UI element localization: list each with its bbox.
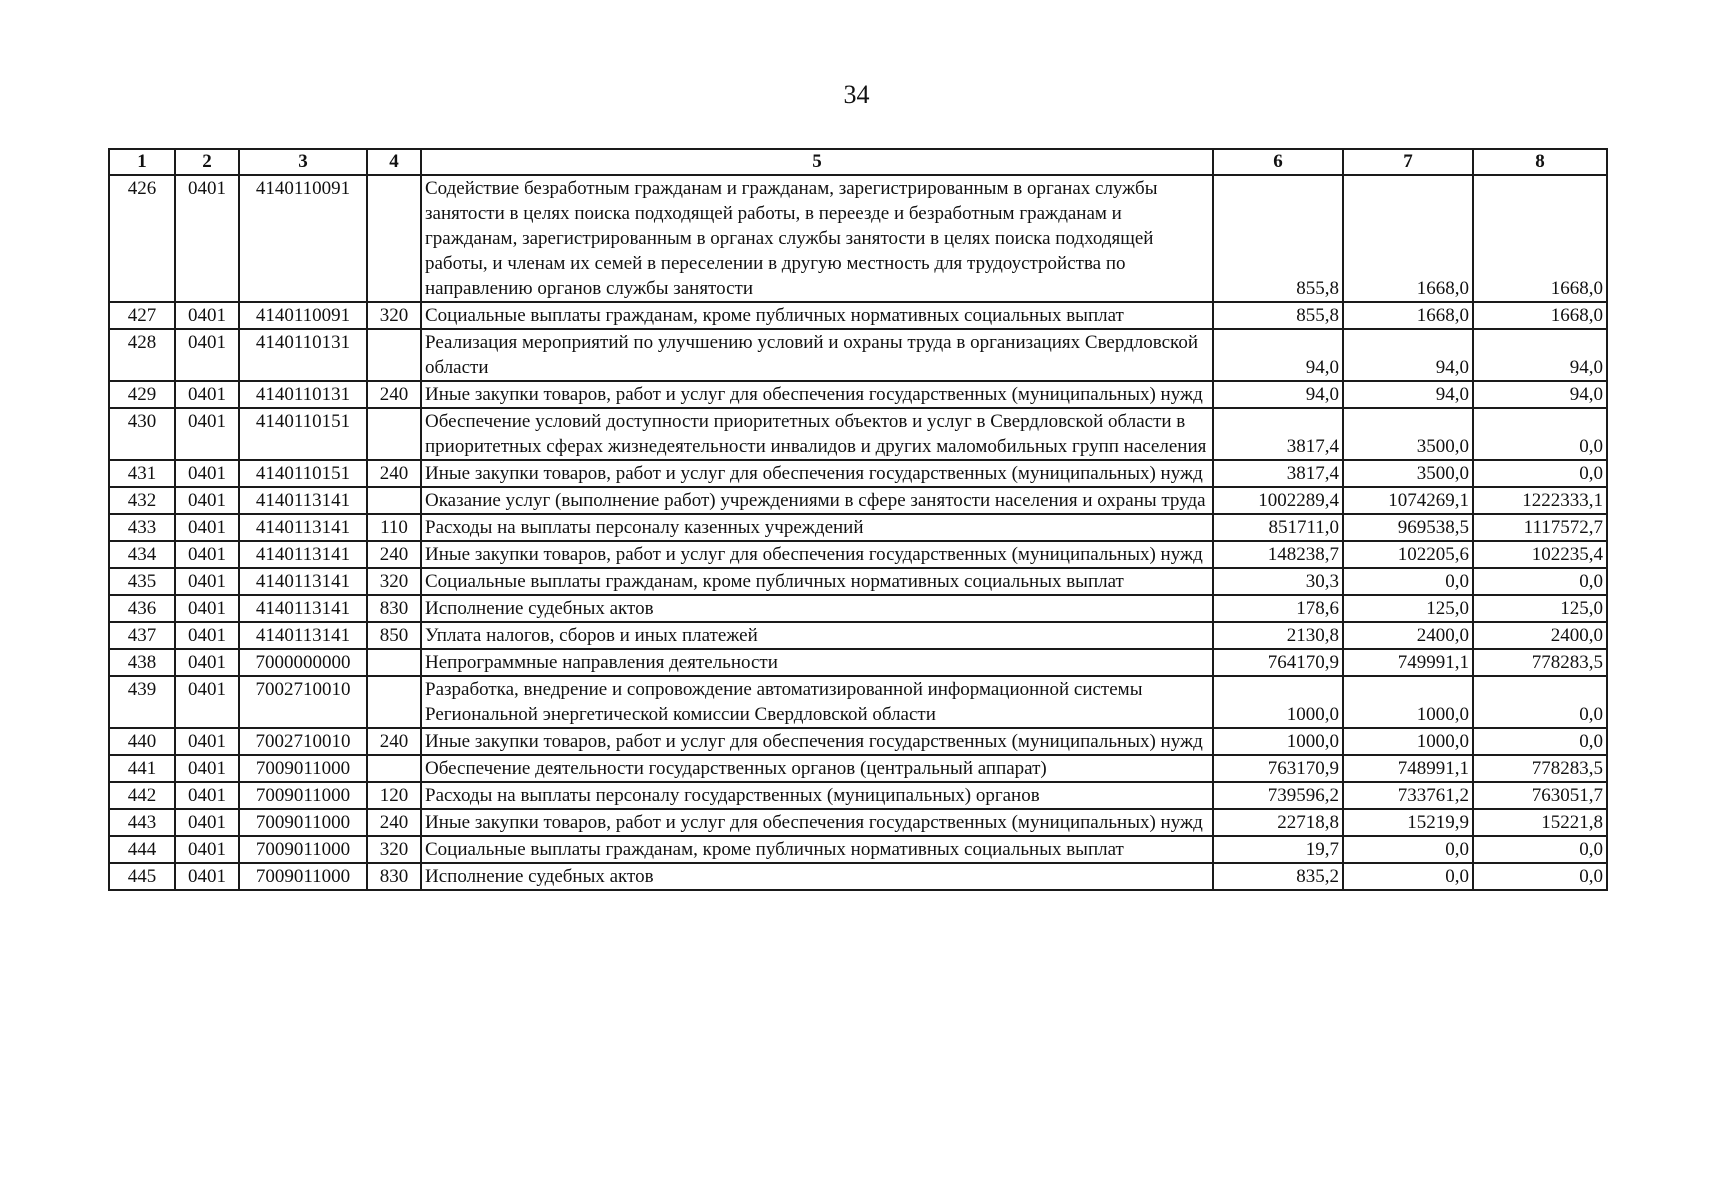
amount-col-6: 835,2 (1213, 863, 1343, 890)
amount-col-7: 3500,0 (1343, 408, 1473, 460)
row-number: 437 (109, 622, 175, 649)
amount-col-6: 3817,4 (1213, 408, 1343, 460)
expense-type (367, 755, 421, 782)
amount-col-7: 969538,5 (1343, 514, 1473, 541)
budget-table (108, 148, 1608, 891)
item-name: Расходы на выплаты персоналу государственных (муниципальных) органов (421, 782, 1213, 809)
amount-col-7: 748991,1 (1343, 755, 1473, 782)
section-code: 0401 (175, 622, 239, 649)
section-code: 0401 (175, 329, 239, 381)
row-number: 442 (109, 782, 175, 809)
table-row (109, 541, 1607, 568)
table-row (109, 302, 1607, 329)
section-code: 0401 (175, 755, 239, 782)
row-number: 439 (109, 676, 175, 728)
target-code: 7000000000 (239, 649, 367, 676)
section-code: 0401 (175, 514, 239, 541)
table-row (109, 649, 1607, 676)
section-code: 0401 (175, 676, 239, 728)
target-code: 4140110091 (239, 302, 367, 329)
header-cell-4: 4 (367, 149, 421, 175)
amount-col-7: 0,0 (1343, 863, 1473, 890)
section-code: 0401 (175, 836, 239, 863)
row-number: 434 (109, 541, 175, 568)
amount-col-8: 2400,0 (1473, 622, 1607, 649)
table-row (109, 408, 1607, 460)
expense-type: 320 (367, 568, 421, 595)
amount-col-6: 94,0 (1213, 381, 1343, 408)
header-cell-5: 5 (421, 149, 1213, 175)
amount-col-8: 125,0 (1473, 595, 1607, 622)
expense-type (367, 329, 421, 381)
row-number: 426 (109, 175, 175, 302)
row-number: 435 (109, 568, 175, 595)
expense-type: 240 (367, 541, 421, 568)
expense-type: 830 (367, 595, 421, 622)
header-cell-3: 3 (239, 149, 367, 175)
amount-col-8: 763051,7 (1473, 782, 1607, 809)
amount-col-8: 0,0 (1473, 460, 1607, 487)
amount-col-7: 1000,0 (1343, 728, 1473, 755)
target-code: 4140113141 (239, 541, 367, 568)
amount-col-6: 855,8 (1213, 175, 1343, 302)
row-number: 445 (109, 863, 175, 890)
header-cell-6: 6 (1213, 149, 1343, 175)
target-code: 7009011000 (239, 836, 367, 863)
item-name: Исполнение судебных актов (421, 595, 1213, 622)
table-row (109, 622, 1607, 649)
expense-type (367, 408, 421, 460)
expense-type: 240 (367, 728, 421, 755)
header-row (109, 149, 1607, 175)
amount-col-8: 1222333,1 (1473, 487, 1607, 514)
target-code: 4140110091 (239, 175, 367, 302)
item-name: Социальные выплаты гражданам, кроме публичных нормативных социальных выплат (421, 568, 1213, 595)
amount-col-8: 0,0 (1473, 568, 1607, 595)
target-code: 4140110131 (239, 381, 367, 408)
amount-col-7: 2400,0 (1343, 622, 1473, 649)
amount-col-8: 778283,5 (1473, 649, 1607, 676)
amount-col-6: 764170,9 (1213, 649, 1343, 676)
target-code: 4140113141 (239, 487, 367, 514)
amount-col-7: 1668,0 (1343, 302, 1473, 329)
table-row (109, 487, 1607, 514)
item-name: Обеспечение деятельности государственных органов (центральный аппарат) (421, 755, 1213, 782)
expense-type: 240 (367, 809, 421, 836)
expense-type: 120 (367, 782, 421, 809)
amount-col-8: 1668,0 (1473, 302, 1607, 329)
amount-col-6: 94,0 (1213, 329, 1343, 381)
item-name: Разработка, внедрение и сопровождение автоматизированной информационной системы Региональной энергетической комиссии Свердловской области (421, 676, 1213, 728)
item-name: Иные закупки товаров, работ и услуг для обеспечения государственных (муниципальных) нужд (421, 460, 1213, 487)
row-number: 433 (109, 514, 175, 541)
section-code: 0401 (175, 175, 239, 302)
row-number: 444 (109, 836, 175, 863)
amount-col-8: 0,0 (1473, 408, 1607, 460)
expense-type (367, 649, 421, 676)
amount-col-8: 94,0 (1473, 381, 1607, 408)
section-code: 0401 (175, 595, 239, 622)
section-code: 0401 (175, 487, 239, 514)
item-name: Обеспечение условий доступности приоритетных объектов и услуг в Свердловской области в приоритетных сферах жизнедеятельности инвалидов и других маломобильных групп населения (421, 408, 1213, 460)
amount-col-7: 94,0 (1343, 329, 1473, 381)
amount-col-6: 2130,8 (1213, 622, 1343, 649)
amount-col-6: 851711,0 (1213, 514, 1343, 541)
section-code: 0401 (175, 728, 239, 755)
amount-col-6: 30,3 (1213, 568, 1343, 595)
amount-col-8: 778283,5 (1473, 755, 1607, 782)
amount-col-8: 15221,8 (1473, 809, 1607, 836)
table-row (109, 514, 1607, 541)
table-row (109, 175, 1607, 302)
row-number: 441 (109, 755, 175, 782)
amount-col-8: 1668,0 (1473, 175, 1607, 302)
section-code: 0401 (175, 863, 239, 890)
expense-type: 320 (367, 836, 421, 863)
expense-type: 830 (367, 863, 421, 890)
header-cell-7: 7 (1343, 149, 1473, 175)
expense-type: 850 (367, 622, 421, 649)
expense-type (367, 487, 421, 514)
table-row (109, 863, 1607, 890)
section-code: 0401 (175, 408, 239, 460)
table-row (109, 329, 1607, 381)
amount-col-6: 22718,8 (1213, 809, 1343, 836)
row-number: 440 (109, 728, 175, 755)
amount-col-7: 125,0 (1343, 595, 1473, 622)
table-row (109, 676, 1607, 728)
target-code: 7009011000 (239, 809, 367, 836)
target-code: 4140113141 (239, 514, 367, 541)
row-number: 430 (109, 408, 175, 460)
section-code: 0401 (175, 809, 239, 836)
item-name: Иные закупки товаров, работ и услуг для обеспечения государственных (муниципальных) нужд (421, 541, 1213, 568)
amount-col-6: 19,7 (1213, 836, 1343, 863)
section-code: 0401 (175, 649, 239, 676)
table-row (109, 568, 1607, 595)
amount-col-6: 148238,7 (1213, 541, 1343, 568)
amount-col-8: 102235,4 (1473, 541, 1607, 568)
item-name: Социальные выплаты гражданам, кроме публичных нормативных социальных выплат (421, 302, 1213, 329)
row-number: 443 (109, 809, 175, 836)
amount-col-8: 1117572,7 (1473, 514, 1607, 541)
amount-col-6: 178,6 (1213, 595, 1343, 622)
target-code: 4140110151 (239, 408, 367, 460)
amount-col-8: 0,0 (1473, 728, 1607, 755)
table-row (109, 595, 1607, 622)
target-code: 4140113141 (239, 568, 367, 595)
expense-type: 240 (367, 460, 421, 487)
row-number: 428 (109, 329, 175, 381)
item-name: Исполнение судебных актов (421, 863, 1213, 890)
item-name: Иные закупки товаров, работ и услуг для обеспечения государственных (муниципальных) нужд (421, 728, 1213, 755)
row-number: 429 (109, 381, 175, 408)
amount-col-7: 3500,0 (1343, 460, 1473, 487)
amount-col-6: 1000,0 (1213, 728, 1343, 755)
section-code: 0401 (175, 381, 239, 408)
section-code: 0401 (175, 541, 239, 568)
table-row (109, 728, 1607, 755)
item-name: Социальные выплаты гражданам, кроме публичных нормативных социальных выплат (421, 836, 1213, 863)
item-name: Реализация мероприятий по улучшению условий и охраны труда в организациях Свердловской области (421, 329, 1213, 381)
amount-col-7: 1668,0 (1343, 175, 1473, 302)
item-name: Уплата налогов, сборов и иных платежей (421, 622, 1213, 649)
item-name: Оказание услуг (выполнение работ) учреждениями в сфере занятости населения и охраны труда (421, 487, 1213, 514)
table-row (109, 755, 1607, 782)
target-code: 4140113141 (239, 595, 367, 622)
amount-col-7: 733761,2 (1343, 782, 1473, 809)
table-body (109, 175, 1607, 890)
amount-col-7: 1074269,1 (1343, 487, 1473, 514)
expense-type: 240 (367, 381, 421, 408)
table-row (109, 460, 1607, 487)
item-name: Иные закупки товаров, работ и услуг для обеспечения государственных (муниципальных) нужд (421, 809, 1213, 836)
amount-col-7: 15219,9 (1343, 809, 1473, 836)
expense-type (367, 676, 421, 728)
amount-col-7: 94,0 (1343, 381, 1473, 408)
header-cell-1: 1 (109, 149, 175, 175)
row-number: 436 (109, 595, 175, 622)
amount-col-7: 749991,1 (1343, 649, 1473, 676)
amount-col-6: 3817,4 (1213, 460, 1343, 487)
amount-col-6: 739596,2 (1213, 782, 1343, 809)
target-code: 7009011000 (239, 755, 367, 782)
row-number: 427 (109, 302, 175, 329)
header-cell-2: 2 (175, 149, 239, 175)
expense-type: 320 (367, 302, 421, 329)
target-code: 4140113141 (239, 622, 367, 649)
expense-type (367, 175, 421, 302)
section-code: 0401 (175, 568, 239, 595)
row-number: 438 (109, 649, 175, 676)
amount-col-7: 0,0 (1343, 836, 1473, 863)
target-code: 7009011000 (239, 782, 367, 809)
amount-col-6: 763170,9 (1213, 755, 1343, 782)
item-name: Иные закупки товаров, работ и услуг для обеспечения государственных (муниципальных) нужд (421, 381, 1213, 408)
section-code: 0401 (175, 782, 239, 809)
amount-col-6: 1000,0 (1213, 676, 1343, 728)
item-name: Расходы на выплаты персоналу казенных учреждений (421, 514, 1213, 541)
target-code: 7002710010 (239, 676, 367, 728)
amount-col-6: 1002289,4 (1213, 487, 1343, 514)
target-code: 7002710010 (239, 728, 367, 755)
table-row (109, 809, 1607, 836)
amount-col-8: 0,0 (1473, 676, 1607, 728)
page-number: 34 (843, 80, 870, 109)
amount-col-7: 102205,6 (1343, 541, 1473, 568)
expense-type: 110 (367, 514, 421, 541)
amount-col-7: 0,0 (1343, 568, 1473, 595)
amount-col-7: 1000,0 (1343, 676, 1473, 728)
header-cell-8: 8 (1473, 149, 1607, 175)
item-name: Непрограммные направления деятельности (421, 649, 1213, 676)
table-row (109, 782, 1607, 809)
table-row (109, 836, 1607, 863)
row-number: 431 (109, 460, 175, 487)
amount-col-8: 0,0 (1473, 863, 1607, 890)
item-name: Содействие безработным гражданам и гражданам, зарегистрированным в органах службы занятости в целях поиска подходящей работы, в переезде и безработным гражданам и гражданам, зарегистрированным в органах службы занятости в целях поиска подходящей работы, и членам их семей в переселении в другую местность для трудоустройства по направлению органов службы занятости (421, 175, 1213, 302)
row-number: 432 (109, 487, 175, 514)
amount-col-8: 0,0 (1473, 836, 1607, 863)
amount-col-8: 94,0 (1473, 329, 1607, 381)
section-code: 0401 (175, 460, 239, 487)
target-code: 4140110131 (239, 329, 367, 381)
target-code: 7009011000 (239, 863, 367, 890)
section-code: 0401 (175, 302, 239, 329)
target-code: 4140110151 (239, 460, 367, 487)
amount-col-6: 855,8 (1213, 302, 1343, 329)
table-row (109, 381, 1607, 408)
